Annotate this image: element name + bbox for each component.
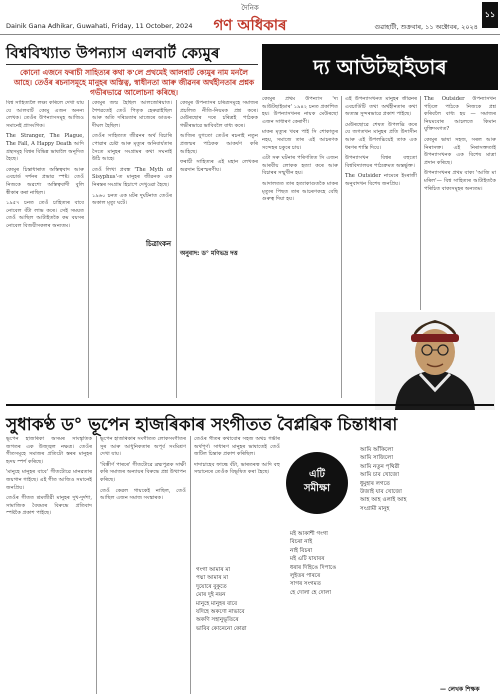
paragraph: আদালতত তাৰ হত্যাকাণ্ডতকৈ মাকৰ মৃত্যুৰ পিছত তাৰ আচৰণকহে বেছি গুৰুত্ব দিয়া হয়। [262,180,338,203]
paragraph: ১৯৬০ চনত এক মটৰ দুৰ্ঘটনাত তেওঁৰ অকাল মৃত্যু ঘটে। [92,192,172,207]
poem-line: মই আকাশী গংগা [290,531,328,537]
story3-column-b [100,436,186,694]
story3-poem-b [360,446,407,513]
paragraph: আজিৰ যুগতো তেওঁৰ ৰচনাই নতুন প্ৰজন্মৰ পাঠকক আকৰ্ষণ কৰি আহিছে। [180,133,258,155]
story2-column-a [262,96,338,398]
paragraph: উপন্যাসখন বিশ্বৰ বহুতো বিশ্ববিদ্যালয়ৰ পাঠ্যক্ৰমত অন্তৰ্ভুক্ত। [345,155,417,169]
poem-line: উজাই যাব খোজো [360,489,402,496]
paragraph: বিশ্ব সাহিত্যলৈ লক্ষ্য কৰিলে দেখা যায় যে আলবাৰ্ট ক্যেমু এজন অনন্য লেখক। তেওঁৰ উপন্যাসসমূহ আজিও সমানেই প্ৰাসংগিক। [6,100,84,129]
paragraph: The Outsider নামেৰে ইংৰাজী অনুবাদখন বিশেষ জনপ্ৰিয়। [345,173,417,187]
paragraph: এটা সৰু ঘটনাৰ পৰিণতিত সি এজন আৰবীয় লোকক হত্যা কৰে আৰু বিচাৰৰ সন্মুখীন হয়। [262,155,338,177]
brand-name: গণ অধিকাৰ [213,16,287,34]
paragraph: The Stranger, The Plague, The Fall, A Happy Death আদি গ্ৰন্থসমূহ বিশ্বৰ বিভিন্ন ভাষালৈ অনূদিত হৈছে। [6,133,84,163]
paragraph: ফৰাচী সাহিত্যৰ এই মহান লেখকৰ অৱদান চিৰস্মৰণীয়। [180,159,258,173]
paragraph: ১৯৫৭ চনত তেওঁ চাহিত্যৰ বাবে নোবেল বঁটা লাভ কৰে। সেই সময়ত তেওঁ আছিল আটাইতকৈ কম বয়সৰ নোবেল বিজয়ীসকলৰ অন্যতম। [6,200,84,229]
story1-headline-text: বিশ্ববিখ্যাত উপন্যাস এলবাৰ্ট ক্যেমুৰ [6,44,220,62]
paragraph: দাদাচাহেব ফাল্কে বঁটা, ভাৰতৰত্ন আদি বহু সন্মানেৰে তেওঁক বিভূষিত কৰা হৈছে। [194,461,280,476]
story2-banner: দ্য আউটছাইডাৰ [262,44,498,90]
paragraph: মাকৰ মৃত্যুৰ খবৰ পাই সি শোকাতুৰ নহয়, সমাজে তাৰ এই আচৰণক সন্দেহৰ চকুৰে চায়। [262,129,338,151]
paragraph: The Outsider উপন্যাসখন পঢ়িলে পাঠকে নিজকে প্ৰশ্ন কৰিবলৈ বাধ্য হয় — সমাজৰ নিয়মবোৰ আচলতে কিমান যুক্তিসংগত? [424,96,496,133]
poem-line: মই এটি যাযাবৰ [290,556,325,563]
paragraph: 'বিস্তীৰ্ণ পাৰৰে' গীতটোৱে ব্ৰহ্মপুত্ৰক সাক্ষী কৰি সমাজৰ অন্যায়ৰ বিৰুদ্ধে প্ৰশ্ন উত্থাপন কৰিছে। [100,461,186,483]
poem-line: হে দোলা হে দোলা [290,589,331,596]
poem-line: ধুমুহাৰ লগতে [360,480,391,487]
headline-rule [6,64,258,65]
paragraph: 'মানুহে মানুহৰ বাবে' গীতটোৱে মানৱতাৰ জয়গান গাইছে। এই গীত আজিও সমানেই জনপ্ৰিয়। [6,469,92,491]
poem-line: সংগ্ৰামী মানুহ [360,505,390,512]
paragraph: ক্যেমুৰ জন্ম হৈছিল আলজেৰিয়াত। শৈশৱতেই তেওঁ পিতৃক হেৰুৱাইছিল আৰু অতি দৰিদ্ৰতাৰ মাজেৰে ডাঙৰ-দীঘল হৈছিল। [92,100,172,129]
poem-line: অকণি সহানুভূতিৰে [196,617,239,624]
paragraph: ভূপেন হাজৰিকাৰ সংগীতত লোকসংগীতৰ সুৰ আৰু আধুনিকতাৰ অপূৰ্ব সংমিশ্ৰণ দেখা যায়। [100,436,186,458]
story3-poem-a [196,566,246,633]
paragraph: উপন্যাসখনৰ প্ৰথম বাক্য 'আজি মা মৰিল'— বিশ্ব সাহিত্যৰ আটাইতকৈ পৰিচিত বাক্যসমূহৰ অন্যতম। [424,170,496,192]
poem-line: বিচৰা নাই [290,539,313,546]
story3-poem-c [290,530,336,597]
column-divider [190,436,191,694]
story2-column-c [424,96,496,308]
masthead [0,0,500,35]
review-badge [286,452,348,514]
masthead-left-meta: Dainik Gana Adhikar, Guwahati, Friday, 11 October, 2024 [6,22,193,30]
column-divider [420,96,421,310]
story1-intro: কোনো এজনে ফৰাচী সাহিত্যৰ কথা ক'লে প্ৰথমেই আলবাৰ্ট ক্যেমুৰ নাম মনলৈ আহে। তেওঁৰ ৰচনাসমূহে মানুহৰ অস্তিত্ব, স্বাধীনতা আৰু জীৱনৰ অৰ্থহীনতাৰ প্ৰশ্নক গভীৰভাৱে আলোচনা কৰিছে। [13,68,255,97]
badge-line1: এটি [309,469,325,480]
story3-column-c [194,436,280,556]
paragraph: তেওঁ লিখা প্ৰবন্ধ 'The Myth of Sisyphus'-ত মানুহৰ জীৱনক এক নিৰন্তৰ সংগ্ৰাম হিচাপে দেখুওৱা হৈছে। [92,166,172,188]
poem-line: গংগা আমাৰ মা [196,567,231,573]
poem-line: দুয়োৰে বুকুতে [196,583,227,590]
column-divider [341,96,342,398]
poem-line: আমি নতুন পৃথিৱী [360,463,400,470]
paragraph: তেওঁৰ গীতত শ্ৰমজীৱী মানুহৰ দুখ-দুৰ্দশা, সামাজিক বৈষম্যৰ বিৰুদ্ধে প্ৰতিবাদ স্পষ্টকৈ প্ৰকাশ পাইছে। [6,495,92,517]
column-divider [88,100,89,398]
poem-line: আমি সাজিলো [360,455,393,462]
masthead-right-meta: গুৱাহাটী, শুক্ৰবাৰ, ১১ অক্টোবৰ, ২০২৪ [374,23,478,31]
badge-line2: সমীক্ষা [303,483,331,494]
paragraph: ক্যেমুৰ উপন্যাসৰ চৰিত্ৰসমূহে সমাজৰ প্ৰচলিত নীতি-নিয়মক প্ৰশ্ন কৰে। মেউৰছোৰ দৰে চৰিত্ৰই পাঠকক গভীৰভাৱে ভাবিবলৈ বাধ্য কৰে। [180,100,258,129]
poem-line: নাই বিচৰা [290,547,313,554]
singer-portrait [375,312,495,410]
poem-line: আহ আহ ওলাই আহ [360,497,407,504]
paragraph: ক্যেমুৰ ভাষা সহজ, সৰল আৰু নিৰাসক্ত। এই নিৰাসক্ততাই উপন্যাসখনক এক বিশেষ মাত্ৰা প্ৰদান কৰিছে। [424,136,496,166]
paragraph: ক্যেমুৰ চিন্তাধাৰাত অস্তিত্ববাদ আৰু এবচাৰ্ড দৰ্শনৰ প্ৰভাৱ স্পষ্ট। তেওঁ নিজকে অৱশ্যে অস্তিত্ববাদী বুলি স্বীকাৰ কৰা নাছিল। [6,166,84,196]
poem-line: ধৰাৰ দিহিঙে দিপাঙে [290,564,337,571]
poem-line: ভাবিব কোনেনো কোৱা [196,625,247,632]
paragraph: তেওঁ কেৱল গায়কেই নাছিল, তেওঁ আছিল এজন সমাজ সংস্কাৰক। [100,487,186,502]
page-number: ১১ [482,2,498,28]
story3-headline: সুধাকণ্ঠ ড° ভূপেন হাজৰিকাৰ সংগীতত বৈপ্লৱিক চিন্তাধাৰা [6,404,494,440]
brand-top: দৈনিক [241,4,259,12]
paragraph: এই উপন্যাসখনত মানুহৰ জীৱনৰ এবচাৰ্ডিটি তথা অৰ্থহীনতাৰ কথা অত্যন্ত সুন্দৰভাৱে প্ৰকাশ পাইছে। [345,96,417,118]
story1-byline-b: চিত্ৰাংকন [146,240,172,248]
poem-line: পদ্মা আমাৰ মা [196,575,229,582]
paragraph: তেওঁৰ গীতৰ কথাবোৰ সহজ অথচ গভীৰ অৰ্থপূৰ্ণ। সাধাৰণ মানুহৰ ভাষাতেই তেওঁ জটিল চিন্তাক প্ৰকাশ কৰিছিল। [194,436,280,458]
poem-line: মানুহে মানুহৰ বাবে [196,600,238,607]
poem-line: আমি আঁকিলো [360,447,394,453]
story1-column-a [6,100,84,398]
paragraph: ক্যেমুৰ প্ৰথম উপন্যাস 'দ্য আউটছাইডাৰ' ১৯৪২ চনত প্ৰকাশিত হয়। উপন্যাসখনৰ নায়ক মেউৰছো এজন সাধাৰণ কেৰাণী। [262,96,338,125]
story1-byline-c: অনুবাদ: ড° মণিভদ্ৰ দত্ত [180,250,238,257]
story3-signoff: — লেখক শিক্ষক [440,686,480,693]
poem-line: লুইতৰ পাৰৰে [290,573,321,580]
story3-column-a [6,436,92,694]
paragraph: তেওঁৰ সাহিত্যত জীৱনৰ অৰ্থ বিচাৰি পোৱাৰ চেষ্টা আৰু মৃত্যুৰ অনিবাৰ্যতাৰ সৈতে মানুহৰ সংগ্ৰামৰ কথা সঘনাই উঠি আহে। [92,133,172,163]
poem-line: যদিহে অকণো নাভাবে [196,609,245,616]
column-divider [96,436,97,694]
story1-headline [6,42,258,67]
poem-line: সাগৰ সংগমত [290,581,321,588]
paragraph: মেউৰছোৱে শেষত উপলব্ধি কৰে যে জগতখন মানুহৰ প্ৰতি উদাসীন আৰু এই উপলব্ধিয়েই তাক এক ধৰণৰ শান্তি দিয়ে। [345,121,417,151]
poem-line: আমি চাব খোজো [360,472,399,479]
column-divider [176,100,177,398]
newspaper-brand [200,2,300,39]
poem-line: মোৰ দুই নয়ন [196,592,226,599]
paragraph: ভূপেন হাজৰিকা অসমৰ সাংস্কৃতিক জগতৰ এক উজ্জ্বল নক্ষত্ৰ। তেওঁৰ গীতসমূহে সমাজৰ প্ৰতিটো স্তৰৰ মানুহৰ হৃদয় স্পৰ্শ কৰিছে। [6,436,92,465]
